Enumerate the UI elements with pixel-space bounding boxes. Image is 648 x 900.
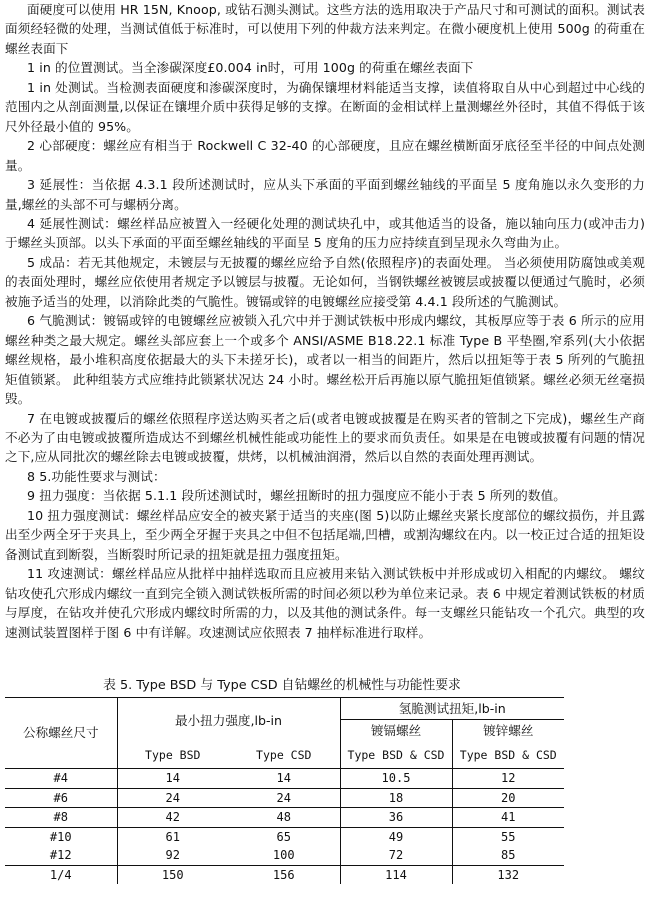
cell-bsd: 61 xyxy=(117,827,228,846)
paragraph-item-8: 8 5.功能性要求与测试： xyxy=(27,468,166,484)
table-row xyxy=(5,808,564,828)
cell-zinc: 20 xyxy=(452,788,564,808)
table-row xyxy=(5,788,564,808)
cell-cadmium: 10.5 xyxy=(340,769,452,789)
table-row xyxy=(5,827,564,846)
cell-csd: 100 xyxy=(228,846,340,865)
paragraph-item-5: 5 成品：若无其他规定，未镀层与无披覆的螺丝应给予自然(依照程序)的表面处理。 当必须使用防腐蚀或美观的表面处理时，螺丝应依使用者规定予以镀层与披覆。无论如何，当钢铁螺丝被镀层或披覆以便通过气脆时，必须被施予适当的处理，以消除此类的气脆性。镀镉或锌的电镀螺丝应接受第 4.4.1 段所述的气脆测试。 xyxy=(5,254,645,309)
paragraph-item-1a: 1 in 的位置测试。当全渗碳深度£0.004 in时，可用 100g 的荷重在螺丝表面下 xyxy=(27,60,474,76)
table-row xyxy=(5,865,564,884)
paragraph-item-9: 9 扭力强度：当依据 5.1.1 段所述测试时，螺丝扭断时的扭力强度应不能小于表 5 所列的数值。 xyxy=(27,488,566,504)
cell-bsd: 14 xyxy=(117,769,228,789)
cell-size: 1/4 xyxy=(5,865,117,884)
table-header-row-1 xyxy=(5,698,564,720)
cell-bsd: 150 xyxy=(117,865,228,884)
cell-bsd: 92 xyxy=(117,846,228,865)
cell-bsd: 24 xyxy=(117,788,228,808)
cell-cadmium: 18 xyxy=(340,788,452,808)
header-type-bsd-csd-cadmium: Type BSD & CSD xyxy=(340,742,452,769)
cell-cadmium: 72 xyxy=(340,846,452,865)
cell-size: #12 xyxy=(5,846,117,865)
paragraph-surface-hardness: 面硬度可以使用 HR 15N, Knoop, 或钻石测头测试。这些方法的选用取决于产品尺寸和可测试的面积。测试表面须经轻微的处理，当测试值低于标准时，可以使用下列的仲裁方法来判定。在微小硬度机上使用 500g 的荷重在螺丝表面下 xyxy=(5,2,645,56)
cell-zinc: 132 xyxy=(452,865,564,884)
paragraph-item-2: 2 心部硬度：螺丝应有相当于 Rockwell C 32-40 的心部硬度，且应在螺丝横断面牙底径至半径的中间点处测量。 xyxy=(5,138,645,173)
cell-cadmium: 49 xyxy=(340,827,452,846)
cell-cadmium: 114 xyxy=(340,865,452,884)
cell-size: #10 xyxy=(5,827,117,846)
header-type-csd: Type CSD xyxy=(228,742,340,769)
header-cadmium: 镀镉螺丝 xyxy=(340,720,452,743)
paragraph-item-10: 10 扭力强度测试：螺丝样品应安全的被夹紧于适当的夹座(图 5)以防止螺丝夹紧长度部位的螺纹损伤，并且露出至少两全牙于夹具上，至少两全牙握于夹具之中但不包括尾端,凹槽，或割沟螺纹在内。以一校正过合适的扭矩设备测试直到断裂，当断裂时所记录的扭矩就是扭力强度扭矩。 xyxy=(5,507,645,562)
cell-csd: 14 xyxy=(228,769,340,789)
paragraph-item-1b: 1 in 处测试。当检测表面硬度和渗碳深度时，为确保镶埋材料能适当支撑，读值将取自从中心到超过中心线的范围内之从剖面测量,以保证在镶埋介质中获得足够的支撑。在断面的金相试样上量测螺丝外径时，其值不得低于该尺外径最小值的 95%。 xyxy=(5,79,645,134)
cell-cadmium: 36 xyxy=(340,808,452,828)
table-row xyxy=(5,769,564,789)
paragraph-item-11: 11 攻速测试：螺丝样品应从批样中抽样选取而且应被用来钻入测试铁板中并形成或切入相配的内螺纹。 螺纹钻攻使孔穴形成内螺纹一直到完全锁入测试铁板所需的时间必须以秒为单位来记录。表 6 中规定着测试铁板的材质与厚度，在钻攻并使孔穴形成内螺纹时所需的力，以及其他的测试条件。每一支螺丝只能钻攻一个孔穴。典型的攻速测试装置图样于图 6 中有详解。攻速测试应依照表 7 抽样标准进行取样。 xyxy=(5,566,645,640)
paragraph-item-6: 6 气脆测试：镀镉或锌的电镀螺丝应被锁入孔穴中并于测试铁板中形成内螺纹，其板厚应等于表 6 所示的应用螺丝种类之最大规定。螺丝头部应套上一个或多个 ANSI/ASME B18.22.1 标准 Type B 平垫圈,窄系列(大小依据螺丝规格，最小堆积高度依据最大的头下未搓牙长)，或者以一相当的间距片，然后以扭矩等于表 5 所列的气脆扭矩值锁紧。 此种组装方式应维持此锁紧状况达 24 小时。螺丝松开后再施以原气脆扭矩值锁紧。螺丝必须无丝毫损毁。 xyxy=(5,313,645,407)
header-type-bsd-csd-zinc: Type BSD & CSD xyxy=(452,742,564,769)
paragraph-item-3: 3 延展性：当依据 4.3.1 段所述测试时，应从头下承面的平面到螺丝轴线的平面呈 5 度角施以永久变形的力量,螺丝的头部不可与螺柄分离。 xyxy=(5,177,645,212)
cell-csd: 48 xyxy=(228,808,340,828)
cell-csd: 24 xyxy=(228,788,340,808)
paragraph-item-7: 7 在电镀或披覆后的螺丝依照程序送达购买者之后(或者电镀或披覆是在购买者的管制之下完成)，螺丝生产商不必为了由电镀或披覆所造成达不到螺丝机械性能或功能性上的要求而负责任。如果是在电镀或披覆有问题的情况之下,应从同批次的螺丝除去电镀或披覆，烘烤，以机械油润滑，然后以自然的表面处理再测试。 xyxy=(5,410,645,465)
cell-zinc: 55 xyxy=(452,827,564,846)
cell-zinc: 41 xyxy=(452,808,564,828)
header-size: 公称螺丝尺寸 xyxy=(5,698,117,769)
table-5 xyxy=(5,697,564,884)
cell-size: #6 xyxy=(5,788,117,808)
cell-csd: 65 xyxy=(228,827,340,846)
cell-size: #4 xyxy=(5,769,117,789)
header-hydrogen-torque: 氢脆测试扭矩,lb-in xyxy=(340,698,564,720)
table-row xyxy=(5,846,564,865)
cell-zinc: 85 xyxy=(452,846,564,865)
cell-size: #8 xyxy=(5,808,117,828)
table-caption: 表 5. Type BSD 与 Type CSD 自钻螺丝的机械性与功能性要求 xyxy=(103,678,461,693)
cell-csd: 156 xyxy=(228,865,340,884)
header-min-torque: 最小扭力强度,lb-in xyxy=(117,698,340,743)
cell-zinc: 12 xyxy=(452,769,564,789)
document-body xyxy=(5,0,645,642)
header-zinc: 镀锌螺丝 xyxy=(452,720,564,743)
paragraph-item-4: 4 延展性测试：螺丝样品应被置入一经硬化处理的测试块孔中，或其他适当的设备，施以轴向压力(或冲击力)于螺丝头顶部。以头下承面的平面至螺丝轴线的平面呈 5 度角的压力应持续直到呈现永久弯曲为止。 xyxy=(5,215,645,251)
header-type-bsd: Type BSD xyxy=(145,748,201,762)
cell-bsd: 42 xyxy=(117,808,228,828)
